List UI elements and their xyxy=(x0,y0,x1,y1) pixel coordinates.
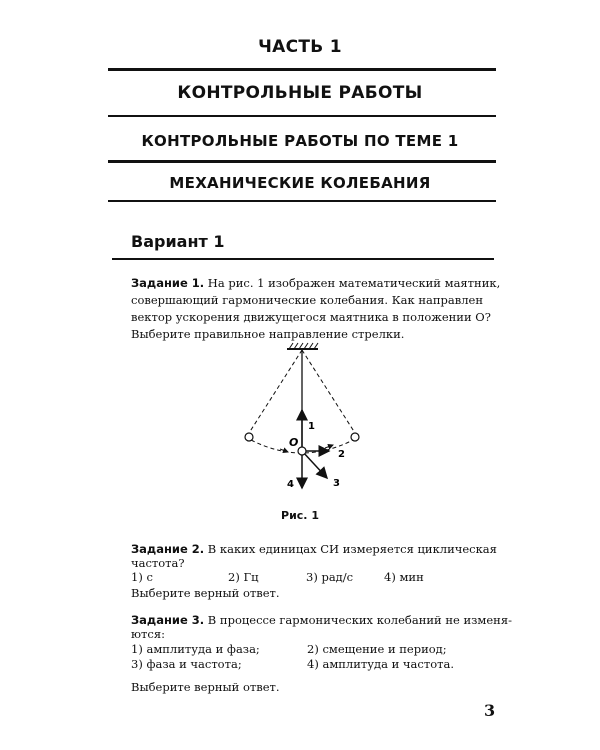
task-2-option-3: 3) рад/с xyxy=(306,570,354,584)
task-3-option-4: 4) амплитуда и частота. xyxy=(307,657,454,671)
arrow-3 xyxy=(302,451,327,478)
part-title: ЧАСТЬ 1 xyxy=(258,37,342,57)
variant-title: Вариант 1 xyxy=(131,232,225,251)
task-3-option-3: 3) фаза и частота; xyxy=(131,657,242,671)
arrow-2-label: 2 xyxy=(338,449,345,460)
task-3-option-1: 1) амплитуда и фаза; xyxy=(131,642,260,656)
task-3-text: В процессе гармонических колебаний не изменя- xyxy=(204,613,512,627)
task-2-label: Задание 2. xyxy=(131,542,205,556)
task-3-line-1 xyxy=(131,612,512,629)
task-1-text: На рис. 1 изображен математический маятник, совершающий гармонические колебания. Как направлен вектор ускорения движущегося маятника в положении O? Выберите правильное направление стрелки. xyxy=(131,276,501,341)
subtopic-title: МЕХАНИЧЕСКИЕ КОЛЕБАНИЯ xyxy=(169,174,431,192)
task-2-option-2: 2) Гц xyxy=(228,570,259,584)
task-3-prompt: Выберите верный ответ. xyxy=(131,680,280,694)
figure-caption: Рис. 1 xyxy=(281,509,319,522)
section-title: КОНТРОЛЬНЫЕ РАБОТЫ xyxy=(177,83,423,103)
task-3-label: Задание 3. xyxy=(131,613,205,627)
topic-title: КОНТРОЛЬНЫЕ РАБОТЫ ПО ТЕМЕ 1 xyxy=(141,132,459,150)
task-3-option-2: 2) смещение и период; xyxy=(307,642,447,656)
arrow-4-label: 4 xyxy=(287,479,294,490)
task-2-prompt: Выберите верный ответ. xyxy=(131,586,280,600)
arrow-1-label: 1 xyxy=(308,421,315,432)
task-2-option-1: 1) с xyxy=(131,570,153,584)
task-1-label: Задание 1. xyxy=(131,276,205,290)
task-2-option-4: 4) мин xyxy=(384,570,424,584)
task-2-line-1 xyxy=(131,541,497,558)
task-3-line-2: ются: xyxy=(131,627,165,641)
task-2-line-2: частота? xyxy=(131,556,185,570)
task-2-text: В каких единицах СИ измеряется циклическая xyxy=(204,542,497,556)
point-o-label: O xyxy=(289,436,299,449)
page-number: 3 xyxy=(484,701,496,720)
arrow-3-label: 3 xyxy=(333,478,340,489)
